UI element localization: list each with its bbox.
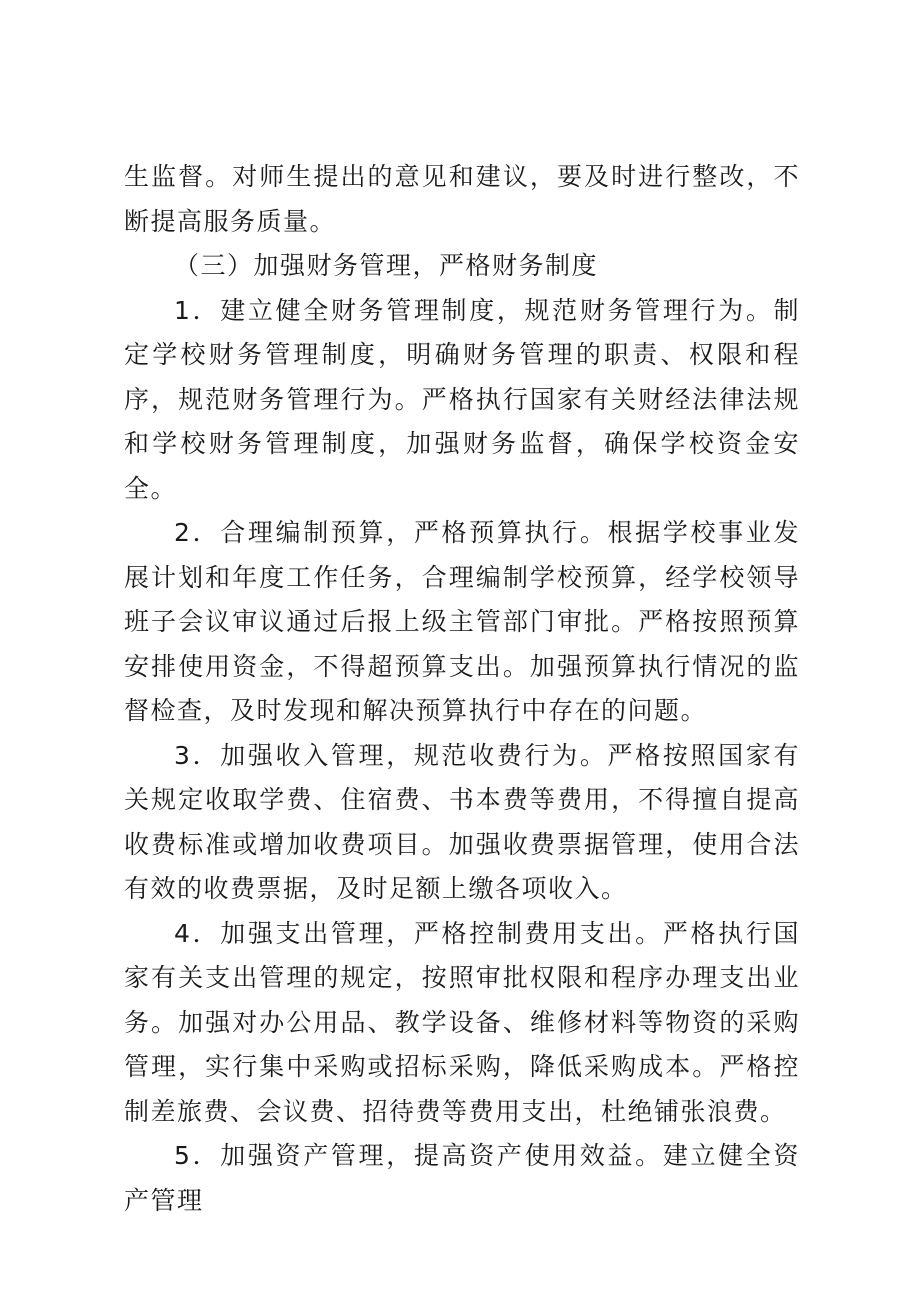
paragraph-item-3: 3．加强收入管理，规范收费行为。严格按照国家有关规定收取学费、住宿费、书本费等费用，不得擅自提高收费标准或增加收费项目。加强收费票据管理，使用合法有效的收费票据，及时足额上缴各项收入。 [124,740,800,903]
paragraph-continuation: 生监督。对师生提出的意见和建议，要及时进行整改，不断提高服务质量。 [124,162,800,236]
paragraph-item-1: 1．建立健全财务管理制度，规范财务管理行为。制定学校财务管理制度，明确财务管理的职责、权限和程序，规范财务管理行为。严格执行国家有关财经法律法规和学校财务管理制度，加强财务监督，确保学校资金安全。 [124,295,800,503]
paragraph-item-5: 5．加强资产管理，提高资产使用效益。建立健全资产管理 [124,1141,800,1215]
section-heading: （三）加强财务管理，严格财务制度 [174,251,599,280]
paragraph-item-4: 4．加强支出管理，严格控制费用支出。严格执行国家有关支出管理的规定，按照审批权限和程序办理支出业务。加强对办公用品、教学设备、维修材料等物资的采购管理，实行集中采购或招标采购，降低采购成本。严格控制差旅费、会议费、招待费等费用支出，杜绝铺张浪费。 [124,918,800,1126]
paragraph-item-2: 2．合理编制预算，严格预算执行。根据学校事业发展计划和年度工作任务，合理编制学校预算，经学校领导班子会议审议通过后报上级主管部门审批。严格按照预算安排使用资金，不得超预算支出。加强预算执行情况的监督检查，及时发现和解决预算执行中存在的问题。 [124,518,800,725]
document-body [124,155,800,1223]
